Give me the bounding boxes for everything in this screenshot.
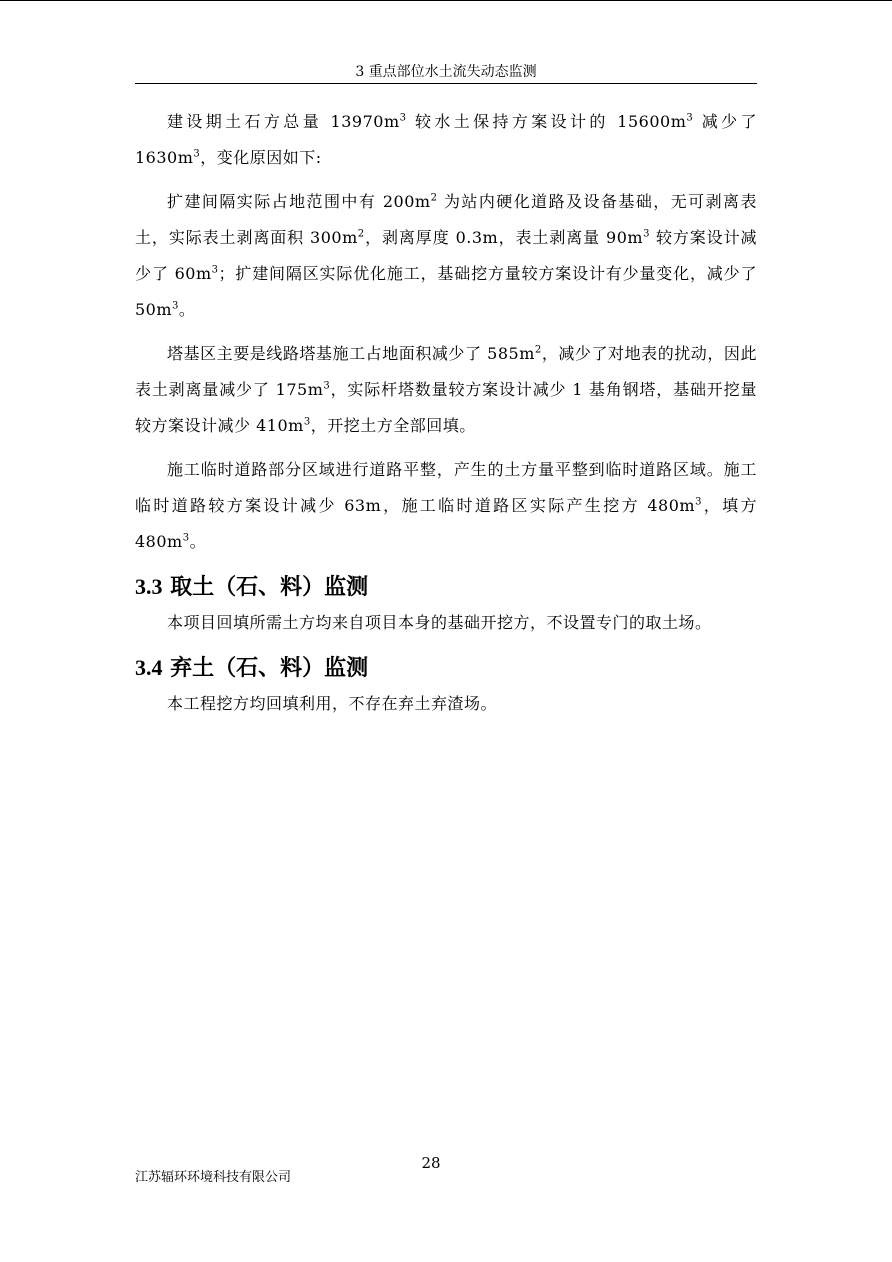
paragraph-bay-expansion: 扩建间隔实际占地范围中有 $200m^2$ 为站内硬化道路及设备基础，无可剥离表土，实际表土剥离面积 $300m^2$，剥离厚度 0.3m，表土剥离量 $90m^3$ 较方案设计减少了 $60m^3$；扩建间隔区实际优化施工，基础挖方量较方案设计有少量变化，减少了 $50m^3$。 bbox=[135, 192, 757, 319]
section-title: 取土（石、料）监测 bbox=[170, 575, 369, 600]
running-header: 3 重点部位水土流失动态监测 bbox=[355, 64, 537, 80]
section-heading-3-3 bbox=[135, 570, 757, 605]
paragraph-temporary-road: 施工临时道路部分区域进行道路平整，产生的土方量平整到临时道路区域。施工临时道路较方案设计减少 63m，施工临时道路区实际产生挖方 $480m^3$，填方 $480m^3$。 bbox=[135, 460, 757, 551]
section-number: 3.4 bbox=[135, 655, 163, 680]
header-rule bbox=[135, 83, 757, 84]
section-title: 弃土（石、料）监测 bbox=[170, 656, 369, 681]
page-content bbox=[135, 104, 757, 730]
page-top-border bbox=[0, 0, 892, 1]
paragraph-spoil-site: 本工程挖方均回填利用，不存在弃土弃渣场。 bbox=[167, 694, 498, 713]
section-heading-3-4 bbox=[135, 651, 757, 686]
paragraph-earthwork-total: 建设期土石方总量 $13970m^3$ 较水土保持方案设计的 $15600m^3$ 减少了 $1630m^3$，变化原因如下: bbox=[135, 112, 757, 167]
company-name: 江苏辐环环境科技有限公司 bbox=[135, 1170, 292, 1185]
page-number: 28 bbox=[421, 1154, 441, 1172]
paragraph-borrow-pit: 本项目回填所需土方均来自项目本身的基础开挖方，不设置专门的取土场。 bbox=[167, 613, 712, 632]
section-number: 3.3 bbox=[135, 574, 163, 599]
paragraph-tower-base: 塔基区主要是线路塔基施工占地面积减少了 $585m^2$，减少了对地表的扰动，因此表土剥离量减少了 $175m^3$，实际杆塔数量较方案设计减少 1 基角钢塔，基础开挖量较方案设计减少 $410m^3$，开挖土方全部回填。 bbox=[135, 344, 757, 435]
